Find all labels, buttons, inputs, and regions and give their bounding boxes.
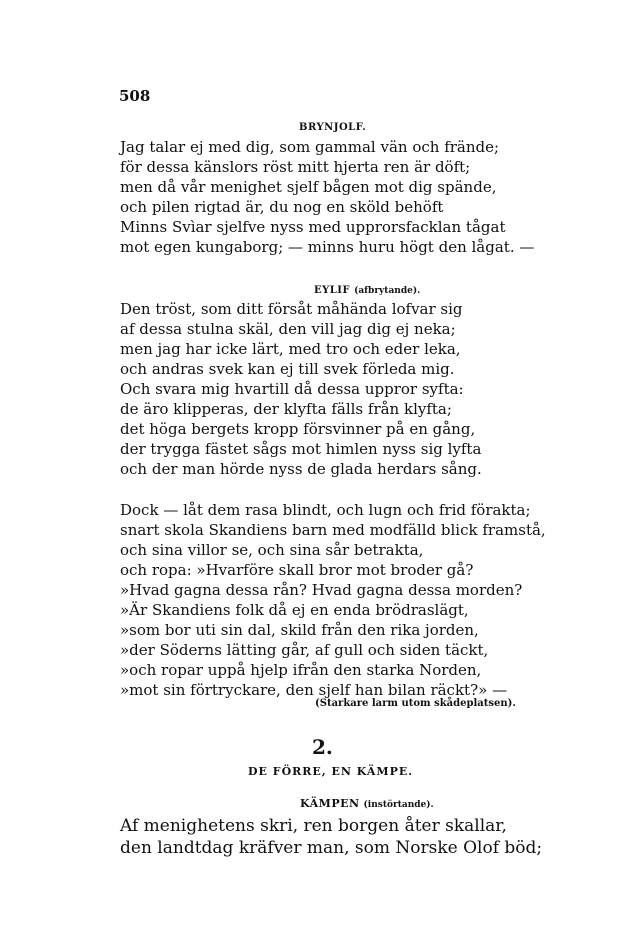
verse-line: Minns Svìar sjelfve nyss med upprorsfacklan tågat (120, 218, 506, 236)
speaker-note: (instörtande). (363, 800, 434, 810)
verse-line: der trygga fästet sågs mot himlen nyss sig lyfta (120, 440, 482, 458)
verse-line: det höga bergets kropp försvinner på en gång, (120, 420, 476, 438)
verse-line: Jag talar ej med dig, som gammal vän och frände; (120, 138, 500, 156)
verse-line: »Är Skandiens folk då ej en enda brödraslägt, (120, 601, 469, 619)
verse-line: och ropa: »Hvarföre skall bror mot broder gå? (120, 561, 474, 579)
speaker-note: (afbrytande). (354, 286, 421, 296)
verse-line: och pilen rigtad är, du nog en sköld behöft (120, 198, 444, 216)
verse-line: Den tröst, som ditt försåt måhända lofvar sig (120, 300, 463, 318)
verse-stanza (120, 137, 560, 257)
verse-line: men jag har icke lärt, med tro och eder leka, (120, 340, 461, 358)
verse-line: »Hvad gagna dessa rån? Hvad gagna dessa morden? (120, 581, 523, 599)
verse-stanza (120, 500, 560, 700)
verse-stanza (120, 815, 560, 859)
verse-line: mot egen kungaborg; — minns huru högt den lågat. — (120, 238, 535, 256)
verse-line: Dock — låt dem rasa blindt, och lugn och frid förakta; (120, 501, 531, 519)
verse-stanza (120, 299, 560, 479)
page-number: 508 (119, 87, 151, 105)
verse-line: och andras svek kan ej till svek förleda mig. (120, 360, 455, 378)
verse-line: den landtdag kräfver man, som Norske Olof böd; (120, 838, 543, 858)
verse-line: men då vår menighet sjelf bågen mot dig spände, (120, 178, 497, 196)
stage-direction: (Starkare larm utom skådeplatsen). (315, 698, 516, 709)
verse-line: de äro klipperas, der klyfta fälls från klyfta; (120, 400, 452, 418)
section-number: 2. (312, 735, 333, 759)
verse-line: för dessa känslors röst mitt hjerta ren är döft; (120, 158, 471, 176)
verse-line: af dessa stulna skäl, den vill jag dig ej neka; (120, 320, 456, 338)
verse-line: Af menighetens skri, ren borgen åter skallar, (120, 816, 507, 836)
speaker-label: KÄMPEN (300, 797, 360, 810)
verse-line: och der man hörde nyss de glada herdars sång. (120, 460, 482, 478)
verse-line: »der Söderns lätting går, af gull och siden täckt, (120, 641, 489, 659)
verse-line: »och ropar uppå hjelp ifrån den starka Norden, (120, 661, 482, 679)
speaker-name: BRYNJOLF. (299, 122, 367, 133)
speaker-name (314, 285, 420, 296)
verse-line: »mot sin förtryckare, den sjelf han bilan räckt?» — (120, 681, 508, 699)
scene-cast: DE FÖRRE, EN KÄMPE. (248, 765, 414, 778)
speaker-name (300, 797, 434, 810)
verse-line: snart skola Skandiens barn med modfälld blick framstå, (120, 521, 546, 539)
speaker-label: EYLIF (314, 285, 351, 296)
verse-line: och sina villor se, och sina sår betrakta, (120, 541, 424, 559)
verse-line: Och svara mig hvartill då dessa uppror syfta: (120, 380, 464, 398)
verse-line: »som bor uti sin dal, skild från den rika jorden, (120, 621, 479, 639)
